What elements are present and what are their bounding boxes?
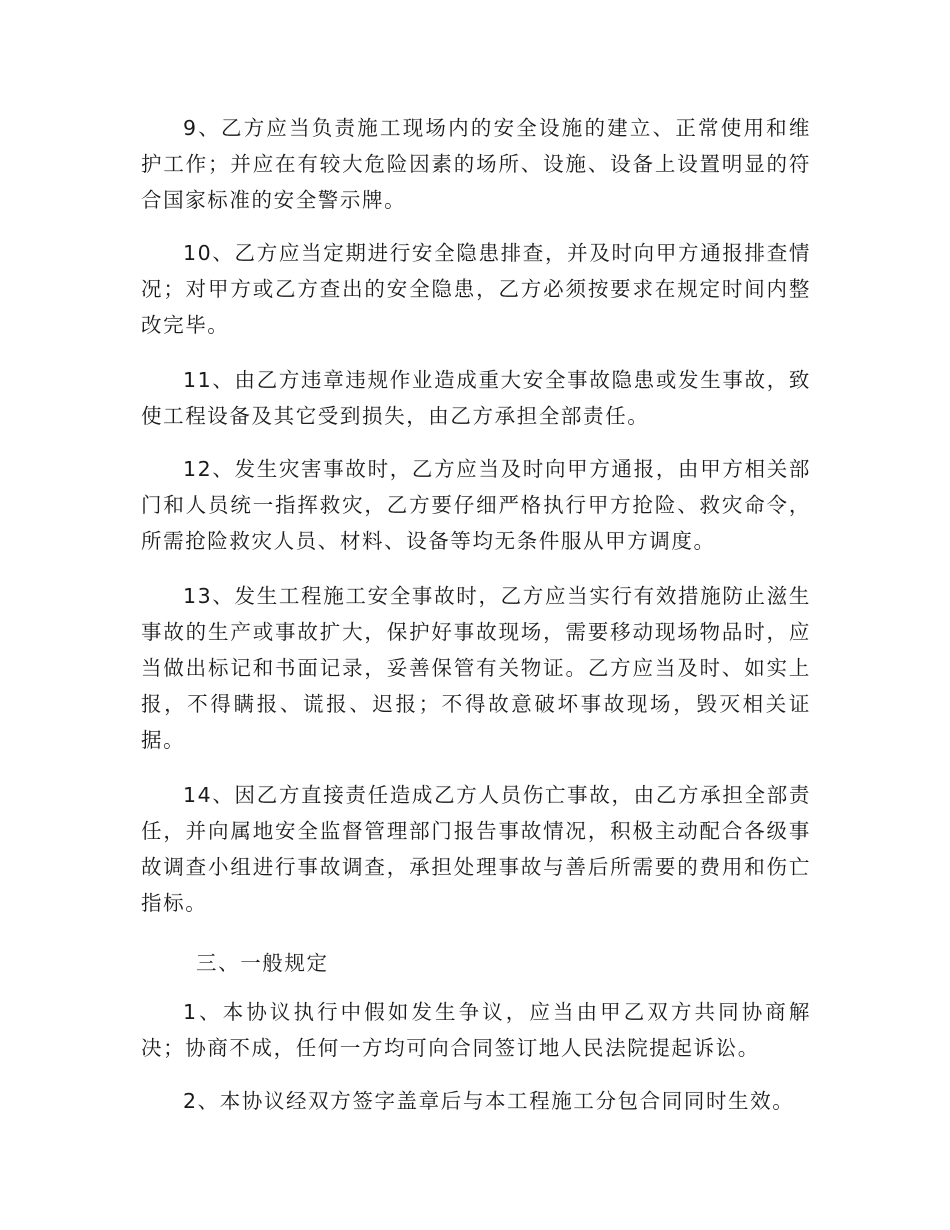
paragraph-item-11: 11、由乙方违章违规作业造成重大安全事故隐患或发生事故，致使工程设备及其它受到损失，由乙方承担全部责任。 bbox=[141, 368, 811, 428]
paragraph-item-9: 9、乙方应当负责施工现场内的安全设施的建立、正常使用和维护工作；并应在有较大危险因素的场所、设施、设备上设置明显的符合国家标准的安全警示牌。 bbox=[141, 116, 811, 212]
general-rule-2: 2、本协议经双方签字盖章后与本工程施工分包合同同时生效。 bbox=[183, 1089, 795, 1113]
section-heading: 三、一般规定 bbox=[196, 951, 329, 975]
paragraph-item-13: 13、发生工程施工安全事故时，乙方应当实行有效措施防止滋生事故的生产或事故扩大，保护好事故现场，需要移动现场物品时，应当做出标记和书面记录，妥善保管有关物证。乙方应当及时、如实上报，不得瞒报、谎报、迟报；不得故意破坏事故现场，毁灭相关证据。 bbox=[141, 584, 811, 752]
paragraph-item-10: 10、乙方应当定期进行安全隐患排查，并及时向甲方通报排查情况；对甲方或乙方查出的安全隐患，乙方必须按要求在规定时间内整改完毕。 bbox=[141, 241, 811, 337]
paragraph-item-14: 14、因乙方直接责任造成乙方人员伤亡事故，由乙方承担全部责任，并向属地安全监督管理部门报告事故情况，积极主动配合各级事故调查小组进行事故调查，承担处理事故与善后所需要的费用和伤亡指标。 bbox=[141, 783, 811, 915]
general-rule-1: 1、本协议执行中假如发生争议，应当由甲乙双方共同协商解决；协商不成，任何一方均可向合同签订地人民法院提起诉讼。 bbox=[141, 1000, 811, 1060]
paragraph-item-12: 12、发生灾害事故时，乙方应当及时向甲方通报，由甲方相关部门和人员统一指挥救灾，乙方要仔细严格执行甲方抢险、救灾命令，所需抢险救灾人员、材料、设备等均无条件服从甲方调度。 bbox=[141, 457, 811, 553]
